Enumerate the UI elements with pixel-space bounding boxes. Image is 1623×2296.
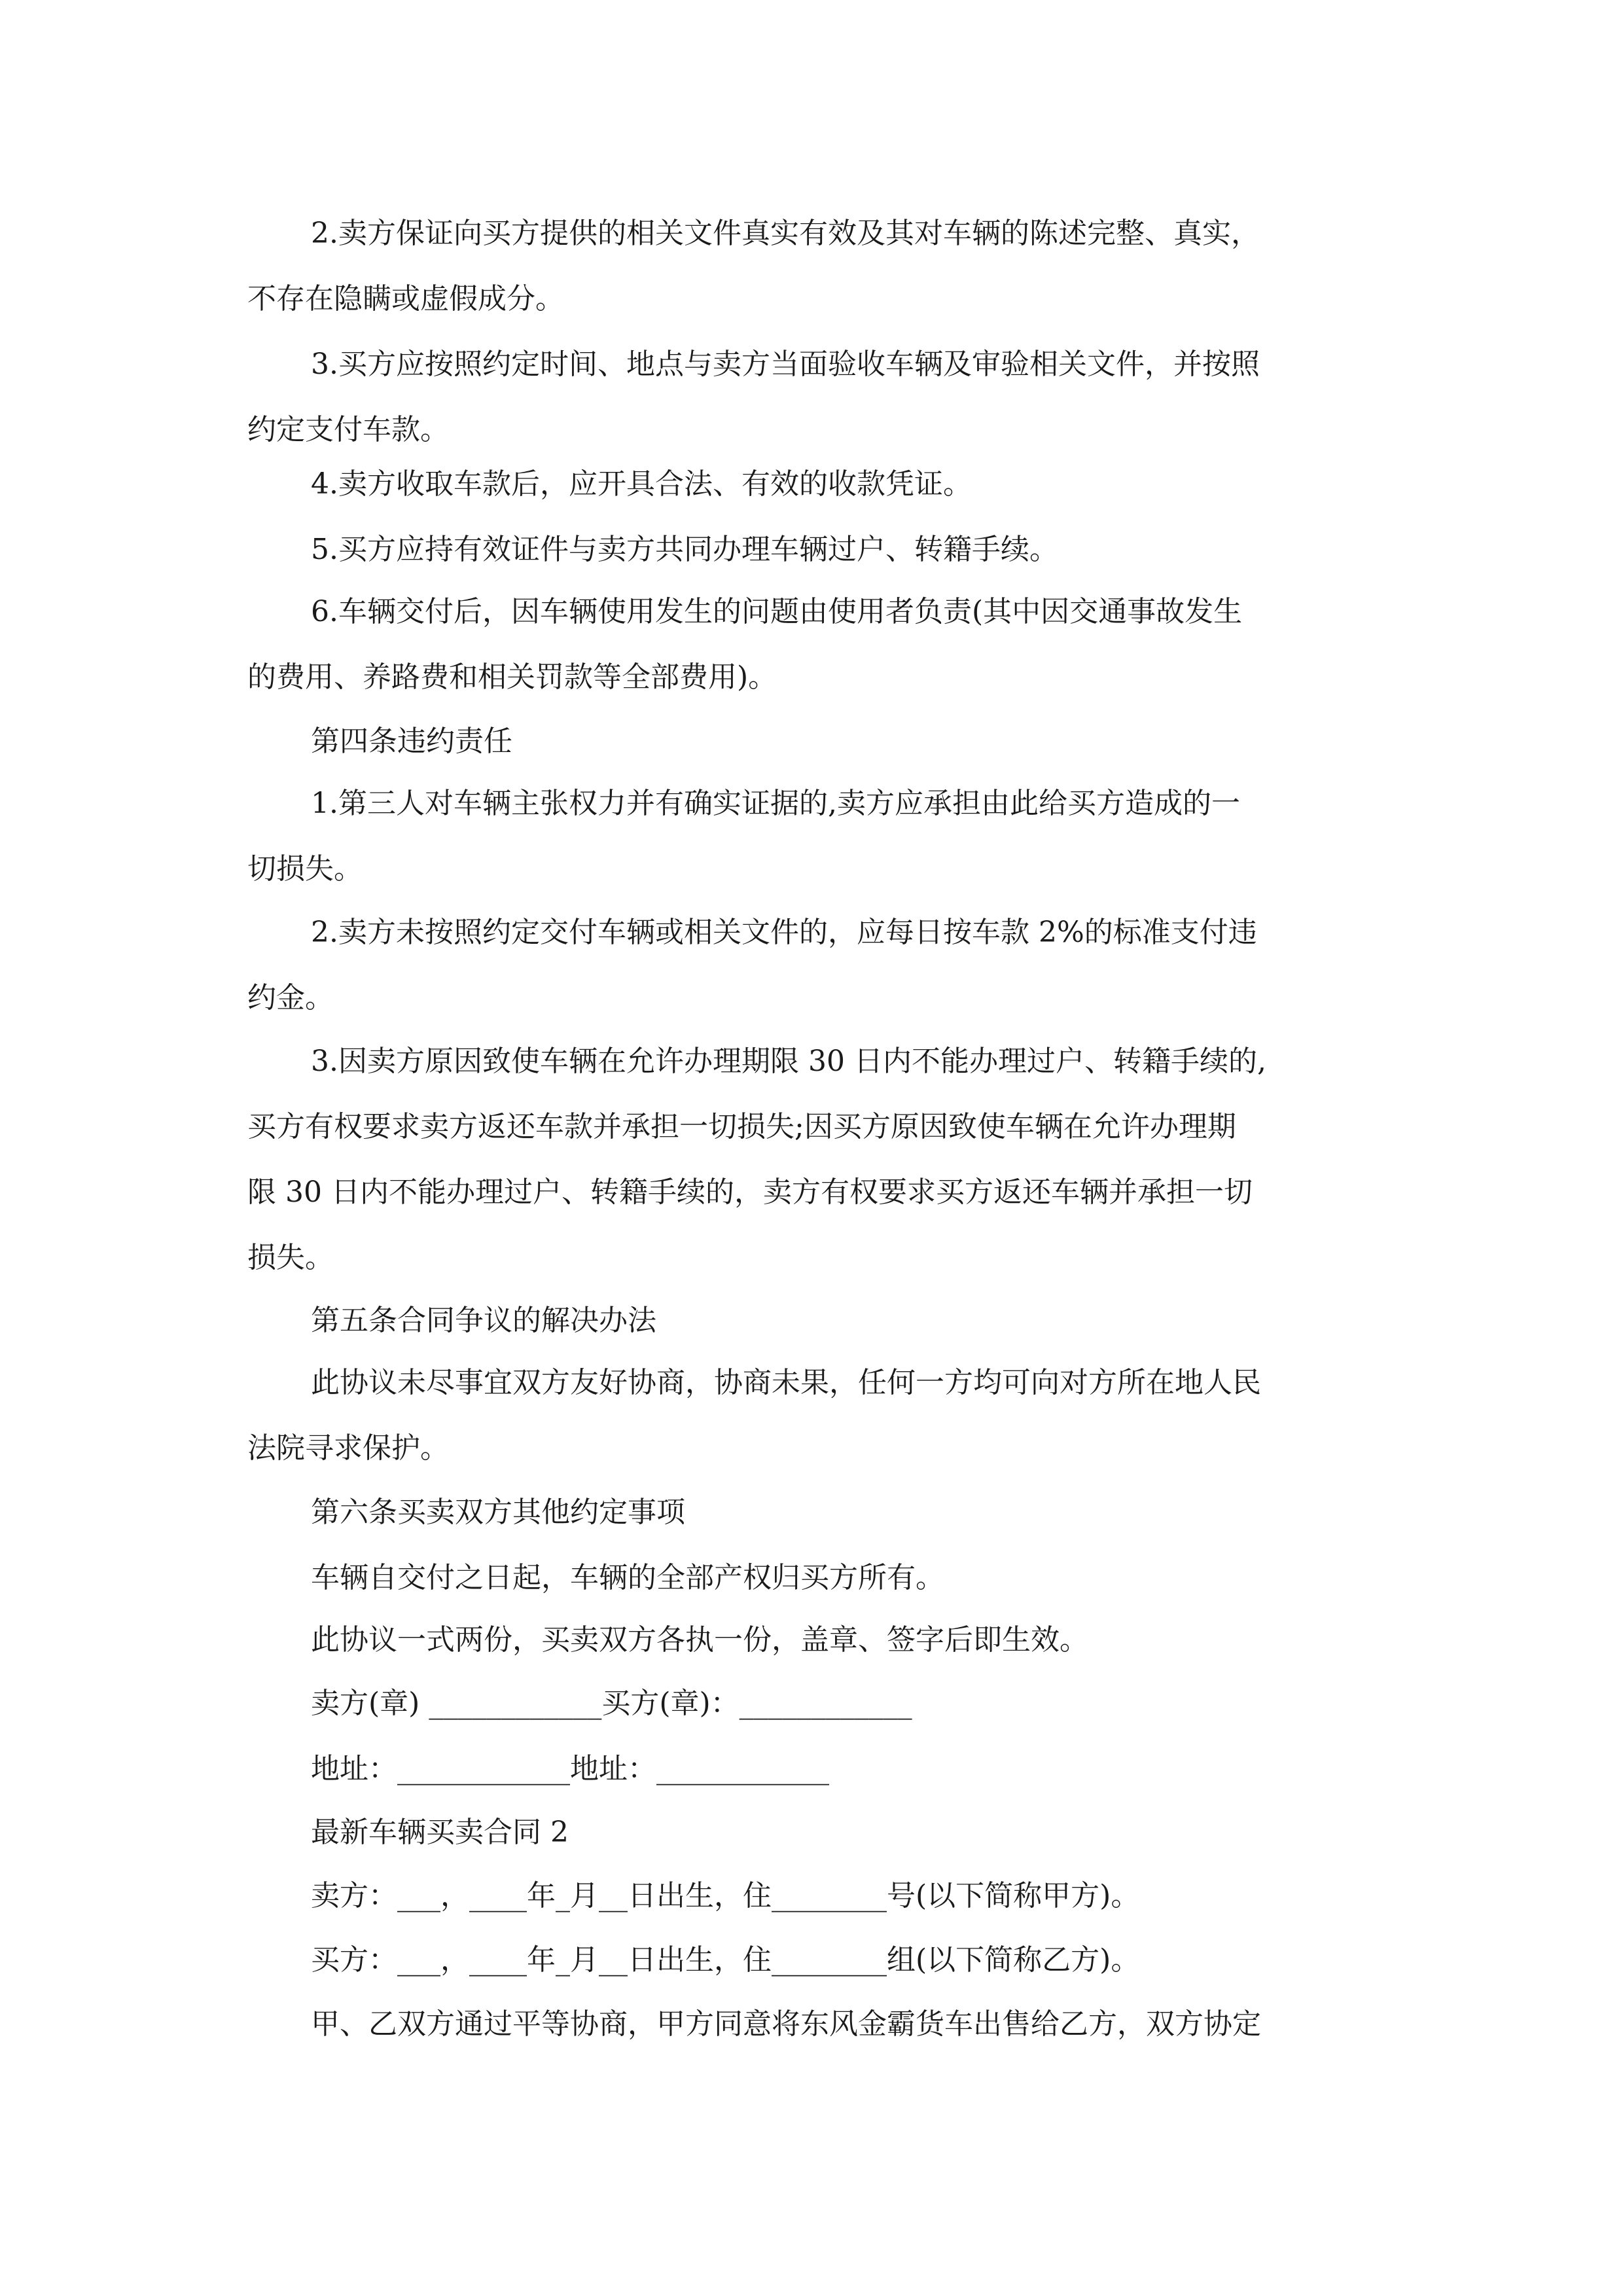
clause-3-5 <box>247 517 1376 583</box>
article-6-body-2-text: 此协议一式两份，买卖双方各执一份，盖章、签字后即生效。 <box>311 1623 1088 1657</box>
article-6-heading-text: 第六条买卖双方其他约定事项 <box>311 1496 685 1529</box>
clause-4-3-line-1: 3.因卖方原因致使车辆在允许办理期限 30 日内不能办理过户、转籍手续的, <box>311 1045 1266 1078</box>
clause-3-6 <box>247 579 1376 710</box>
clause-3-3-line-2: 约定支付车款。 <box>247 413 449 446</box>
clause-4-2-line-2: 约金。 <box>247 981 334 1014</box>
clause-3-3 <box>247 332 1376 463</box>
clause-4-3-line-3: 限 30 日内不能办理过户、转籍手续的，卖方有权要求买方返还车辆并承担一切 <box>247 1175 1253 1209</box>
contract-2-title-text: 最新车辆买卖合同 2 <box>311 1816 569 1849</box>
article-5-body-line-1: 此协议未尽事宜双方友好协商，协商未果，任何一方均可向对方所在地人民 <box>311 1366 1261 1399</box>
clause-3-2 <box>247 201 1376 332</box>
signature-line-text: 卖方(章) ____________买方(章)：____________ <box>311 1687 912 1720</box>
clause-3-6-line-2: 的费用、养路费和相关罚款等全部费用)。 <box>247 660 777 694</box>
contract-2-intro-line-1: 甲、乙双方通过平等协商，甲方同意将东风金霸货车出售给乙方，双方协定 <box>311 2007 1261 2041</box>
contract-2-seller-text: 卖方：___，____年_月__日出生，住________号(以下简称甲方)。 <box>311 1879 1140 1912</box>
clause-4-3-line-4: 损失。 <box>247 1241 334 1274</box>
clause-4-1-line-1: 1.第三人对车辆主张权力并有确实证据的,卖方应承担由此给买方造成的一 <box>311 787 1240 820</box>
article-6-body-2 <box>247 1607 1376 1673</box>
article-5-heading <box>247 1288 1376 1354</box>
clause-3-2-line-1: 2.卖方保证向买方提供的相关文件真实有效及其对车辆的陈述完整、真实， <box>311 217 1260 250</box>
contract-2-seller <box>247 1863 1376 1929</box>
address-line <box>247 1736 1376 1802</box>
article-4-heading <box>247 709 1376 774</box>
article-6-body-1 <box>247 1545 1376 1611</box>
article-6-body-1-text: 车辆自交付之日起，车辆的全部产权归买方所有。 <box>311 1561 944 1594</box>
contract-2-intro <box>247 1992 1376 2057</box>
article-4-heading-text: 第四条违约责任 <box>311 725 512 758</box>
clause-3-3-line-1: 3.买方应按照约定时间、地点与卖方当面验收车辆及审验相关文件，并按照 <box>311 348 1260 381</box>
clause-4-2 <box>247 900 1376 1031</box>
contract-2-buyer <box>247 1928 1376 1993</box>
clause-4-1-line-2: 切损失。 <box>247 852 363 886</box>
article-5-body-line-2: 法院寻求保护。 <box>247 1431 449 1465</box>
clause-3-4 <box>247 452 1376 517</box>
article-6-heading <box>247 1480 1376 1545</box>
article-5-heading-text: 第五条合同争议的解决办法 <box>311 1304 656 1337</box>
clause-4-3-line-2: 买方有权要求卖方返还车款并承担一切损失;因买方原因致使车辆在允许办理期 <box>247 1110 1236 1143</box>
clause-3-4-line-1: 4.卖方收取车款后，应开具合法、有效的收款凭证。 <box>311 467 972 501</box>
contract-2-buyer-text: 买方：___，____年_月__日出生，住________组(以下简称乙方)。 <box>311 1943 1140 1977</box>
clause-4-3 <box>247 1029 1376 1291</box>
clause-3-2-line-2: 不存在隐瞒或虚假成分。 <box>247 282 564 315</box>
contract-2-title <box>247 1800 1376 1865</box>
article-5-body <box>247 1350 1376 1481</box>
address-line-text: 地址：____________地址：____________ <box>311 1752 829 1785</box>
clause-4-2-line-1: 2.卖方未按照约定交付车辆或相关文件的，应每日按车款 2%的标准支付违 <box>311 916 1257 949</box>
clause-3-6-line-1: 6.车辆交付后，因车辆使用发生的问题由使用者负责(其中因交通事故发生 <box>311 595 1243 628</box>
signature-line <box>247 1671 1376 1736</box>
clause-4-1 <box>247 771 1376 902</box>
clause-3-5-line-1: 5.买方应持有效证件与卖方共同办理车辆过户、转籍手续。 <box>311 533 1058 566</box>
